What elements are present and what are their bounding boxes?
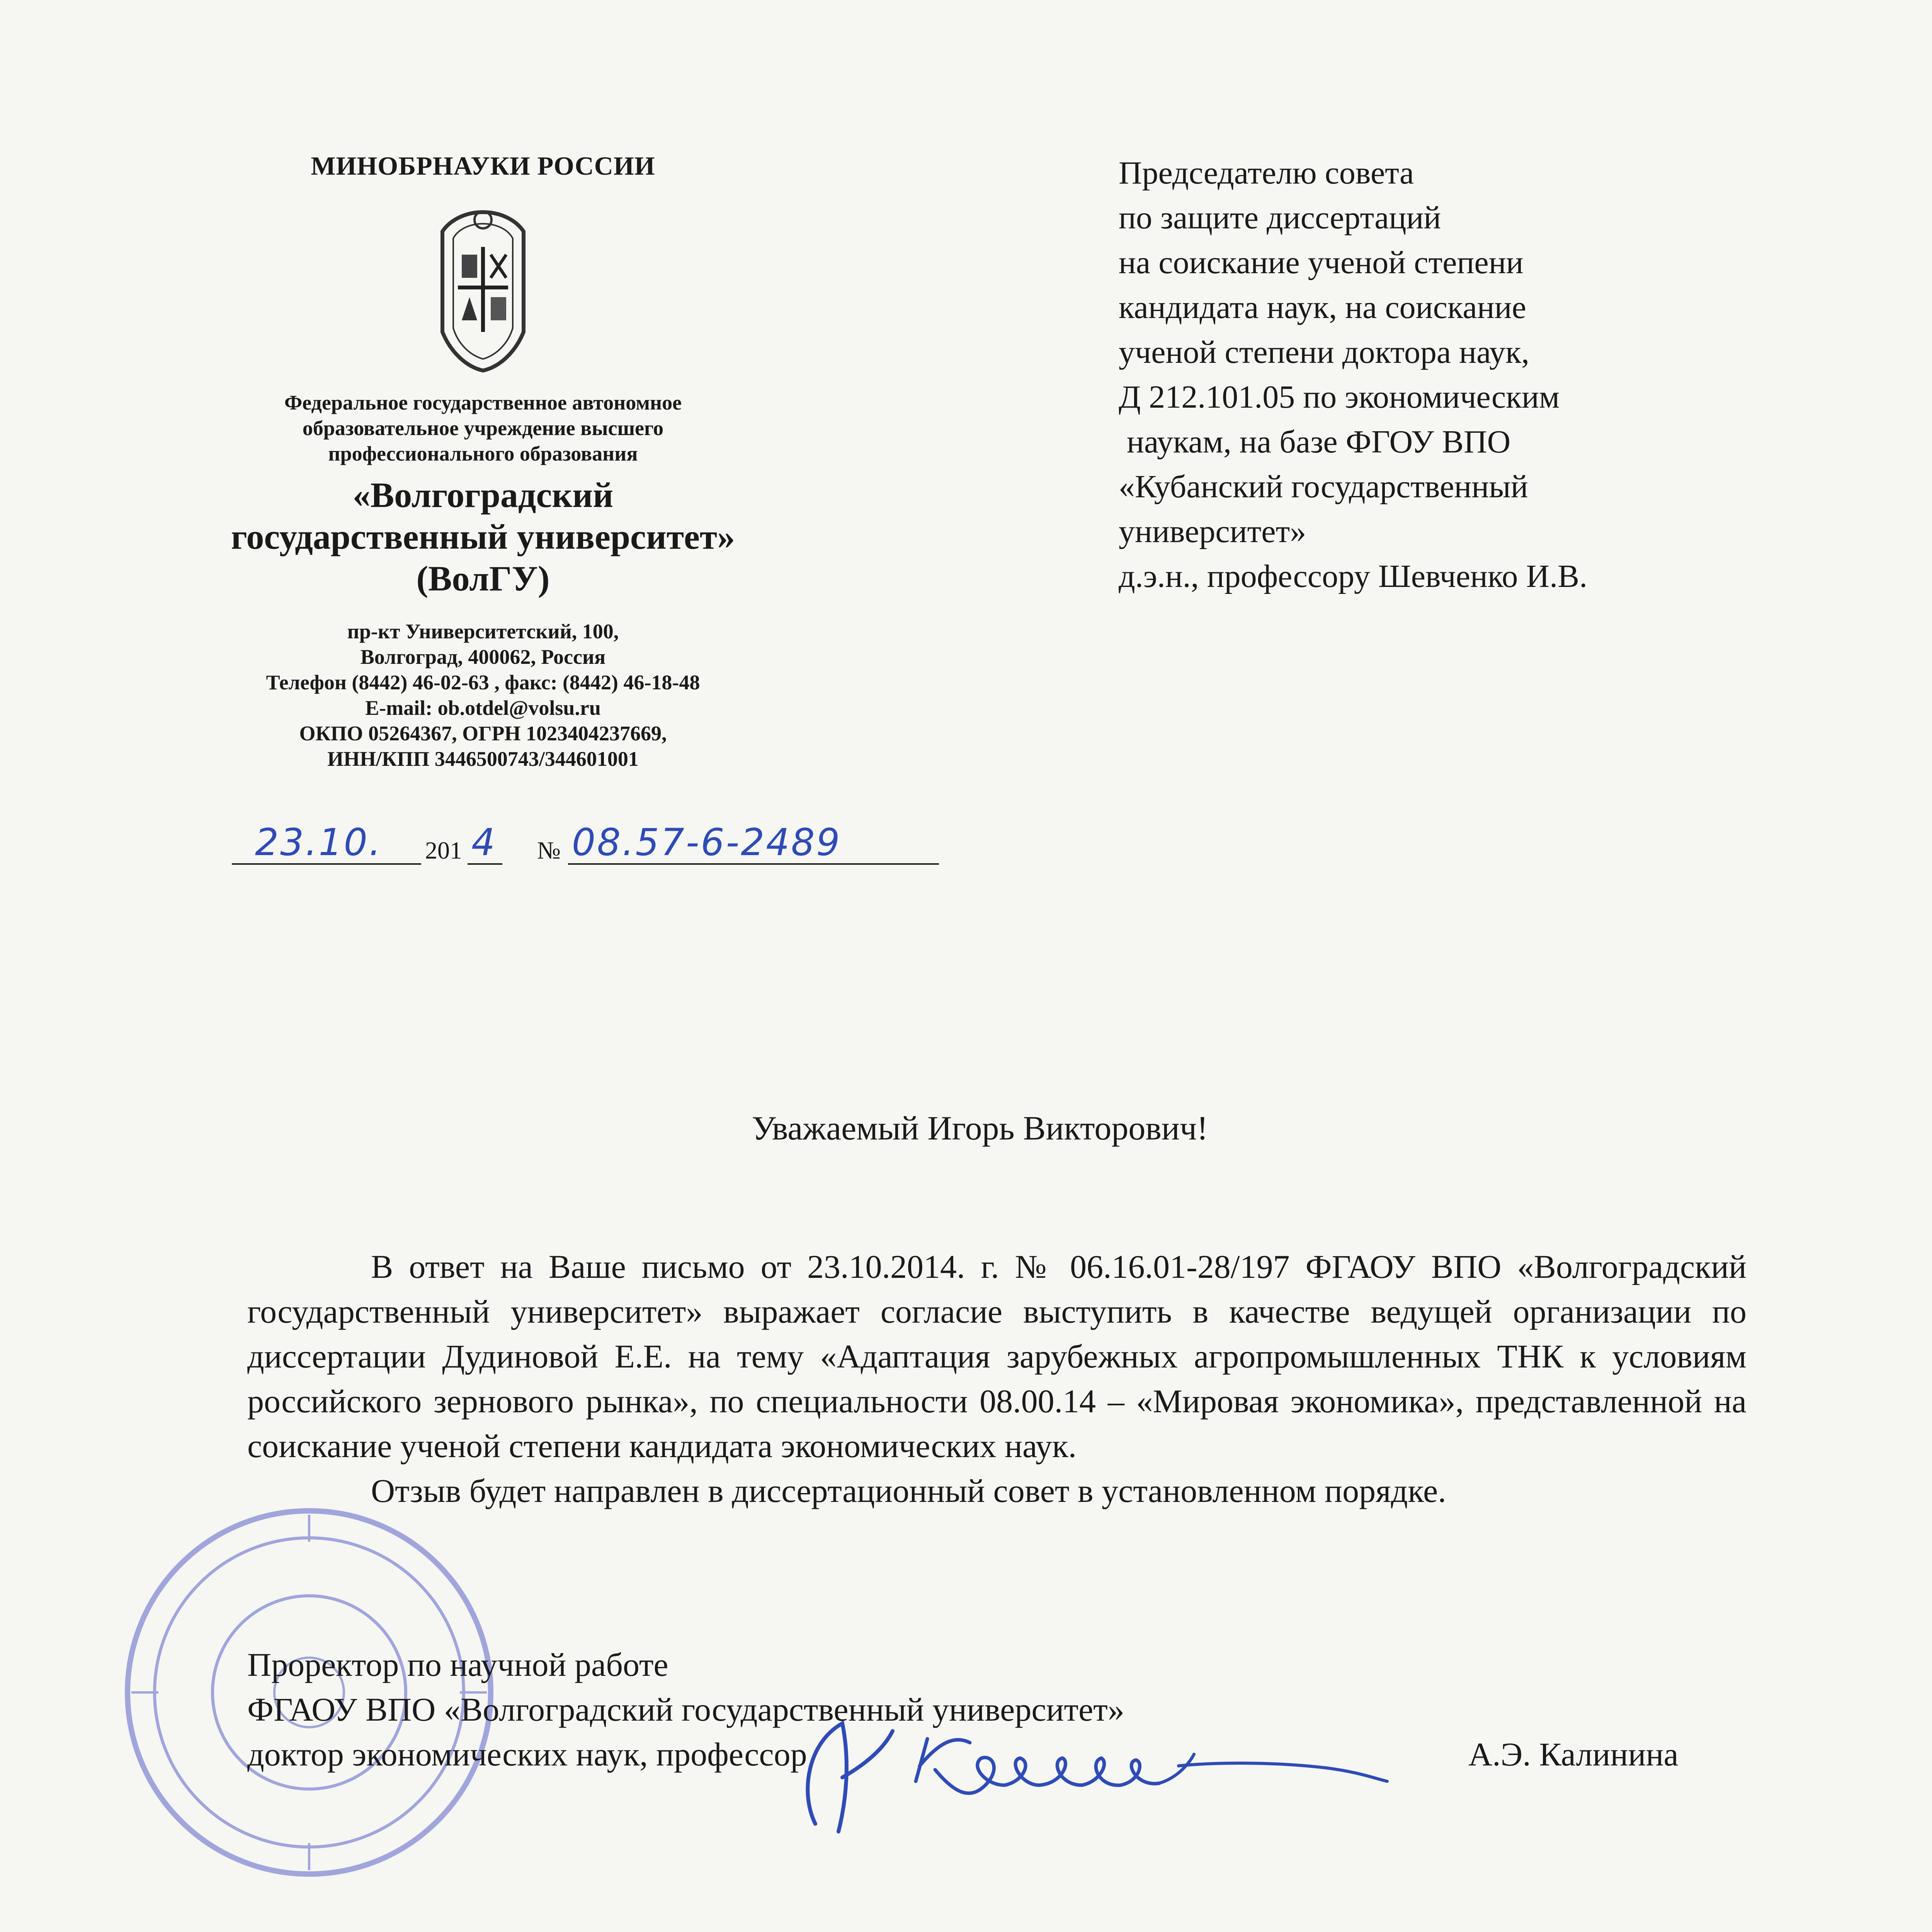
salutation: Уважаемый Игорь Викторович! (752, 1110, 1208, 1147)
signatory-degree: доктор экономических наук, профессор (247, 1736, 807, 1773)
signatory-organization: ФГАОУ ВПО «Волгоградский государственный университет» (247, 1691, 1124, 1728)
handwritten-number: 08.57-6-2489 (572, 821, 842, 864)
letter-body (247, 1244, 1747, 1513)
handwritten-signature-icon (753, 1685, 1488, 1847)
body-paragraph: В ответ на Ваше письмо от 23.10.2014. г. № 06.16.01-28/197 ФГАОУ ВПО «Волгоградский государственный университет» выражает согласие выступить в качестве ведущей организации по диссертации Дудиновой Е.Е. на тему «Адаптация зарубежных агропромышленных ТНК к условиям российского зернового рынка», по специальности 08.00.14 – «Мировая экономика», представленной на соискание ученой степени кандидата экономических наук. (247, 1248, 1747, 1464)
handwritten-year: 4 (471, 821, 497, 864)
year-prefix: 201 (425, 837, 462, 864)
number-sign: № (537, 837, 561, 864)
addressee-block: Председателю совета по защите диссертаций на соискание ученой степени кандидата наук, на соискание ученой степени доктора наук, Д 212.101.05 по экономическим наукам, на базе ФГОУ ВПО «Кубанский государственный университет» д.э.н., профессору Шевченко И.В. (1119, 155, 1588, 594)
handwritten-date: 23.10. (255, 821, 383, 864)
org-name: «Волгоградский государственный университет» (ВолГУ) (231, 475, 735, 598)
body-paragraph: Отзыв будет направлен в диссертационный совет в установленном порядке. (371, 1472, 1446, 1509)
signatory-name: А.Э. Калинина (1468, 1736, 1679, 1773)
org-description: Федеральное государственное автономное образовательное учреждение высшего профессионального образования (284, 391, 682, 465)
org-address: пр-кт Университетский, 100, Волгоград, 400062, Россия Телефон (8442) 46-02-63 , факс: (8442) 46-18-48 E-mail: ob.otdel@volsu.ru ОКПО 05264367, ОГРН 1023404237669, ИНН/КПП 3446500743/344601001 (266, 620, 700, 770)
reference-line (232, 821, 966, 873)
ministry-name: МИНОБРНАУКИ РОССИИ (311, 151, 655, 180)
university-emblem-icon (419, 204, 547, 374)
letterhead (216, 151, 750, 772)
signatory-position: Проректор по научной работе (247, 1646, 668, 1683)
